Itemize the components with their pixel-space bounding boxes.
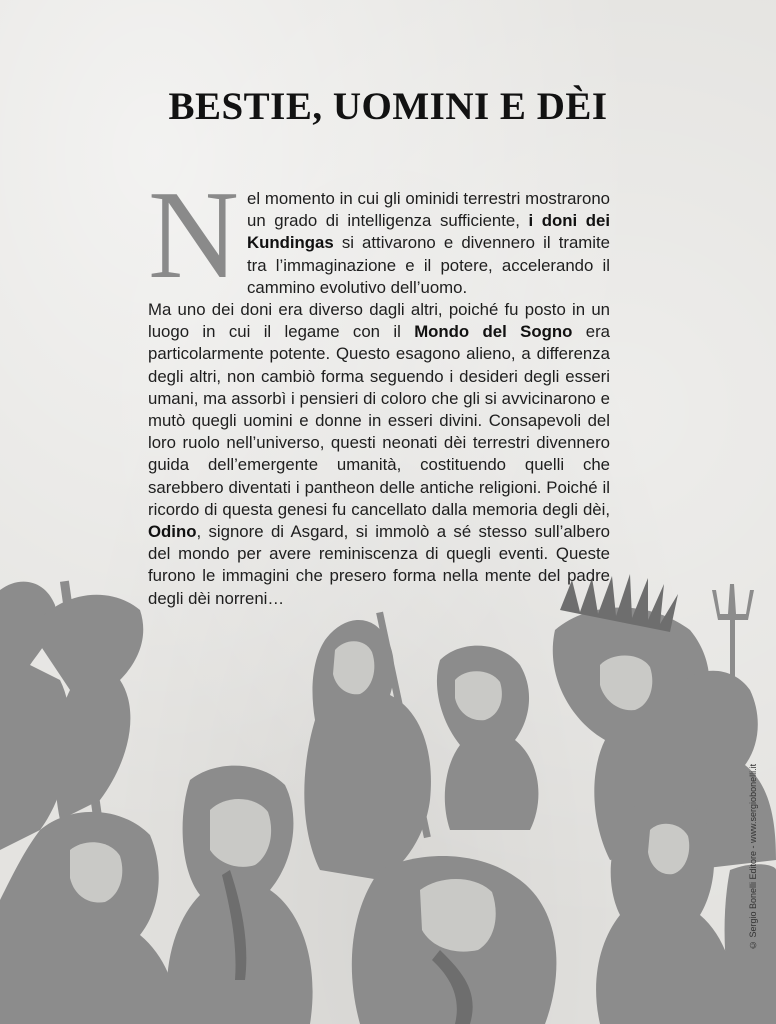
gods-illustration xyxy=(0,570,776,1024)
p2-text-3: , signore di Asgard, si immolò a sé stesso sull’albero del mondo per avere reminiscenza di quegli eventi. Queste furono le immagini che presero forma nella mente del padre degli dèi norreni… xyxy=(148,522,610,608)
p2-text-1: Ma uno dei doni era diverso dagli altri, poiché fu posto in un luogo in cui il legame con il xyxy=(148,300,610,342)
paragraph-2 xyxy=(148,299,610,610)
p2-text-2: era particolarmente potente. Questo esagono alieno, a differenza degli altri, non cambiò forma seguendo i desideri degli esseri umani, ma assorbì i pensieri di coloro che gli si avvicinarono e mutò quegli uomini e donne in esseri divini. Consapevoli del loro ruolo nell’universo, questi neonati dèi terrestri divennero guida dell’emergente umanità, costituendo quelli che sarebbero diventati i pantheon delle antiche religioni. Poiché il ricordo di questa genesi fu cancellato dalla memoria degli dèi, xyxy=(148,322,611,519)
drop-cap xyxy=(148,166,241,305)
highlight-mondo-del-sogno: Mondo del Sogno xyxy=(414,322,573,342)
p1-text-2: si attivarono e divennero il tramite tra l’immaginazione e il potere, accelerando il cammino evolutivo dell’uomo. xyxy=(247,233,610,297)
copyright-credit: © Sergio Bonelli Editore - www.sergiobonelli.it xyxy=(748,763,758,950)
highlight-odino: Odino xyxy=(148,522,197,542)
article-body xyxy=(148,166,611,610)
p1-text-1: el momento in cui gli ominidi terrestri mostrarono un grado di intelligenza sufficiente, xyxy=(247,189,610,231)
highlight-doni-kundingas: i doni dei Kundingas xyxy=(247,211,610,253)
page-title: BESTIE, UOMINI E DÈI xyxy=(168,85,608,128)
drop-cap-letter: N xyxy=(148,166,239,305)
